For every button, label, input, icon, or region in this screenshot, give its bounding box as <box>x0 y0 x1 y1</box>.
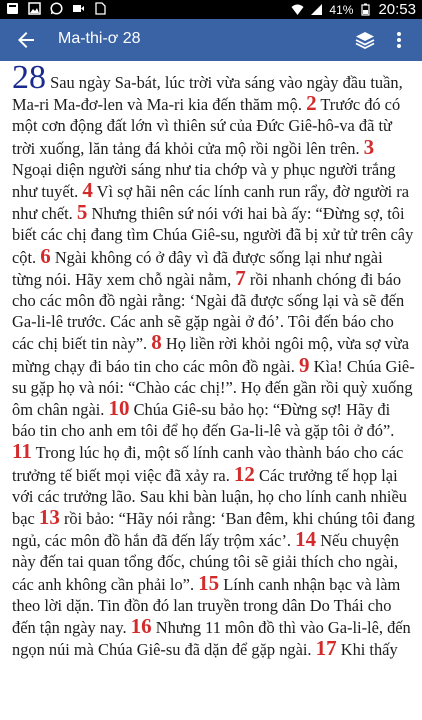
wifi-icon <box>291 3 304 16</box>
verse-text: Ngài không có ở đây vì đã được sống lại như ngài từng nói. Hãy xem chỗ ngài nằm, <box>12 247 383 289</box>
chapter-number: 28 <box>12 59 46 96</box>
verse-number[interactable]: 10 <box>108 396 130 421</box>
verse-text: Ngoại diện người sáng như tia chớp và y phục người trắng như tuyết. <box>12 159 396 202</box>
message-icon <box>6 2 19 15</box>
verse-number[interactable]: 14 <box>295 527 317 552</box>
verse-number[interactable]: 12 <box>233 461 255 486</box>
verse-number[interactable]: 3 <box>363 134 375 159</box>
layers-icon[interactable] <box>354 29 376 51</box>
verse-text: Trước đó có một cơn động đất lớn vì thiên sứ của Đức Giê-hô-va đã từ trời xuống, lăn tảng đá khỏi cửa mộ rồi ngồi lên trên. <box>12 95 401 158</box>
verse-number[interactable]: 6 <box>40 243 51 268</box>
notification-icons <box>6 2 107 15</box>
verse-number[interactable]: 9 <box>299 352 310 377</box>
chapter-content <box>12 59 416 661</box>
verse-text: Nhưng thiên sứ nói với hai bà ấy: “Đừng sợ, tôi biết các chị đang tìm Chúa Giê-su, người đã bị xử tử trên cây cột. <box>12 204 414 267</box>
clock: 20:53 <box>378 1 416 18</box>
whatsapp-icon <box>50 2 63 15</box>
app-bar <box>0 19 422 61</box>
back-arrow-icon[interactable] <box>14 28 38 52</box>
verse-text: Kìa! Chúa Giê-su gặp họ và nói: “Chào các chị!”. Họ đến gần rồi quỳ xuống ôm chân ngài. <box>12 356 415 420</box>
page-title: Ma-thi-ơ 28 <box>58 30 141 47</box>
verse-number[interactable]: 7 <box>235 265 246 290</box>
verse-number[interactable]: 2 <box>306 91 317 116</box>
verse-text: Chúa Giê-su bảo họ: “Đừng sợ! Hãy đi báo tin cho anh em tôi để họ đến Ga-li-lê và gặp tôi ở đó”. <box>12 400 395 441</box>
verse-number[interactable]: 8 <box>151 330 162 355</box>
battery-percent: 41% <box>329 2 354 17</box>
verse-number[interactable]: 17 <box>315 636 337 661</box>
verse-text: Họ liền rời khỏi ngôi mộ, vừa sợ vừa mừng chạy đi báo tin cho các môn đồ ngài. <box>12 334 410 376</box>
verse-number[interactable]: 13 <box>38 505 60 530</box>
verse-text: rồi bảo: “Hãy nói rằng: ‘Ban đêm, khi chúng tôi đang ngủ, các môn đồ hắn đã đến lấy trộm xác’. <box>12 509 415 551</box>
verse-text: Lính canh nhận bạc và làm theo lời dặn. Tin đồn đó lan truyền trong dân Do Thái cho đến tận ngày nay. <box>12 574 401 638</box>
more-vert-icon[interactable] <box>392 28 406 52</box>
chapter-text <box>12 59 416 661</box>
image-icon <box>28 2 41 15</box>
verse-text: Trong lúc họ đi, một số lính canh vào thành báo cho các trưởng tế biết mọi việc đã xảy ra. <box>12 443 404 485</box>
verse-text: rồi nhanh chóng đi báo cho các môn đồ ngài rằng: ‘Ngài đã được sống lại và sẽ đến Ga-li-lê trước. Các anh sẽ gặp ngài ở đó’. Tôi đến báo cho các chị biết tin này”. <box>12 269 405 354</box>
verse-text: Nếu chuyện này đến tai quan tổng đốc, chúng tôi sẽ giải thích cho ngài, các anh không cần phải lo”. <box>12 531 399 594</box>
verse-text: Các trưởng tế họp lại với các trưởng lão. Sau khi bàn luận, họ cho lính canh nhiều bạc <box>12 465 407 529</box>
verse-text: Vì sợ hãi nên các lính canh run rẩy, đờ người ra như chết. <box>12 182 410 224</box>
verse-text: Khi thấy <box>340 640 398 660</box>
verse-number[interactable]: 11 <box>12 439 32 464</box>
verse-number[interactable]: 16 <box>130 614 152 639</box>
video-icon <box>72 2 85 15</box>
verse-number[interactable]: 4 <box>82 178 93 203</box>
verse-text: Sau ngày Sa-bát, lúc trời vừa sáng vào ngày đầu tuần, Ma-ri Ma-đơ-len và Ma-ri kia đến thăm mộ. <box>12 73 403 115</box>
document-icon <box>94 2 107 15</box>
verse-text: Nhưng 11 môn đồ thì vào Ga-li-lê, đến ngọn núi mà Chúa Giê-su đã dặn để gặp ngài. <box>12 618 411 660</box>
battery-icon <box>359 3 372 16</box>
system-icons <box>291 1 416 18</box>
verse-number[interactable]: 5 <box>76 200 88 225</box>
verse-number[interactable]: 15 <box>198 570 220 595</box>
signal-icon <box>310 3 323 16</box>
status-bar <box>0 0 422 19</box>
